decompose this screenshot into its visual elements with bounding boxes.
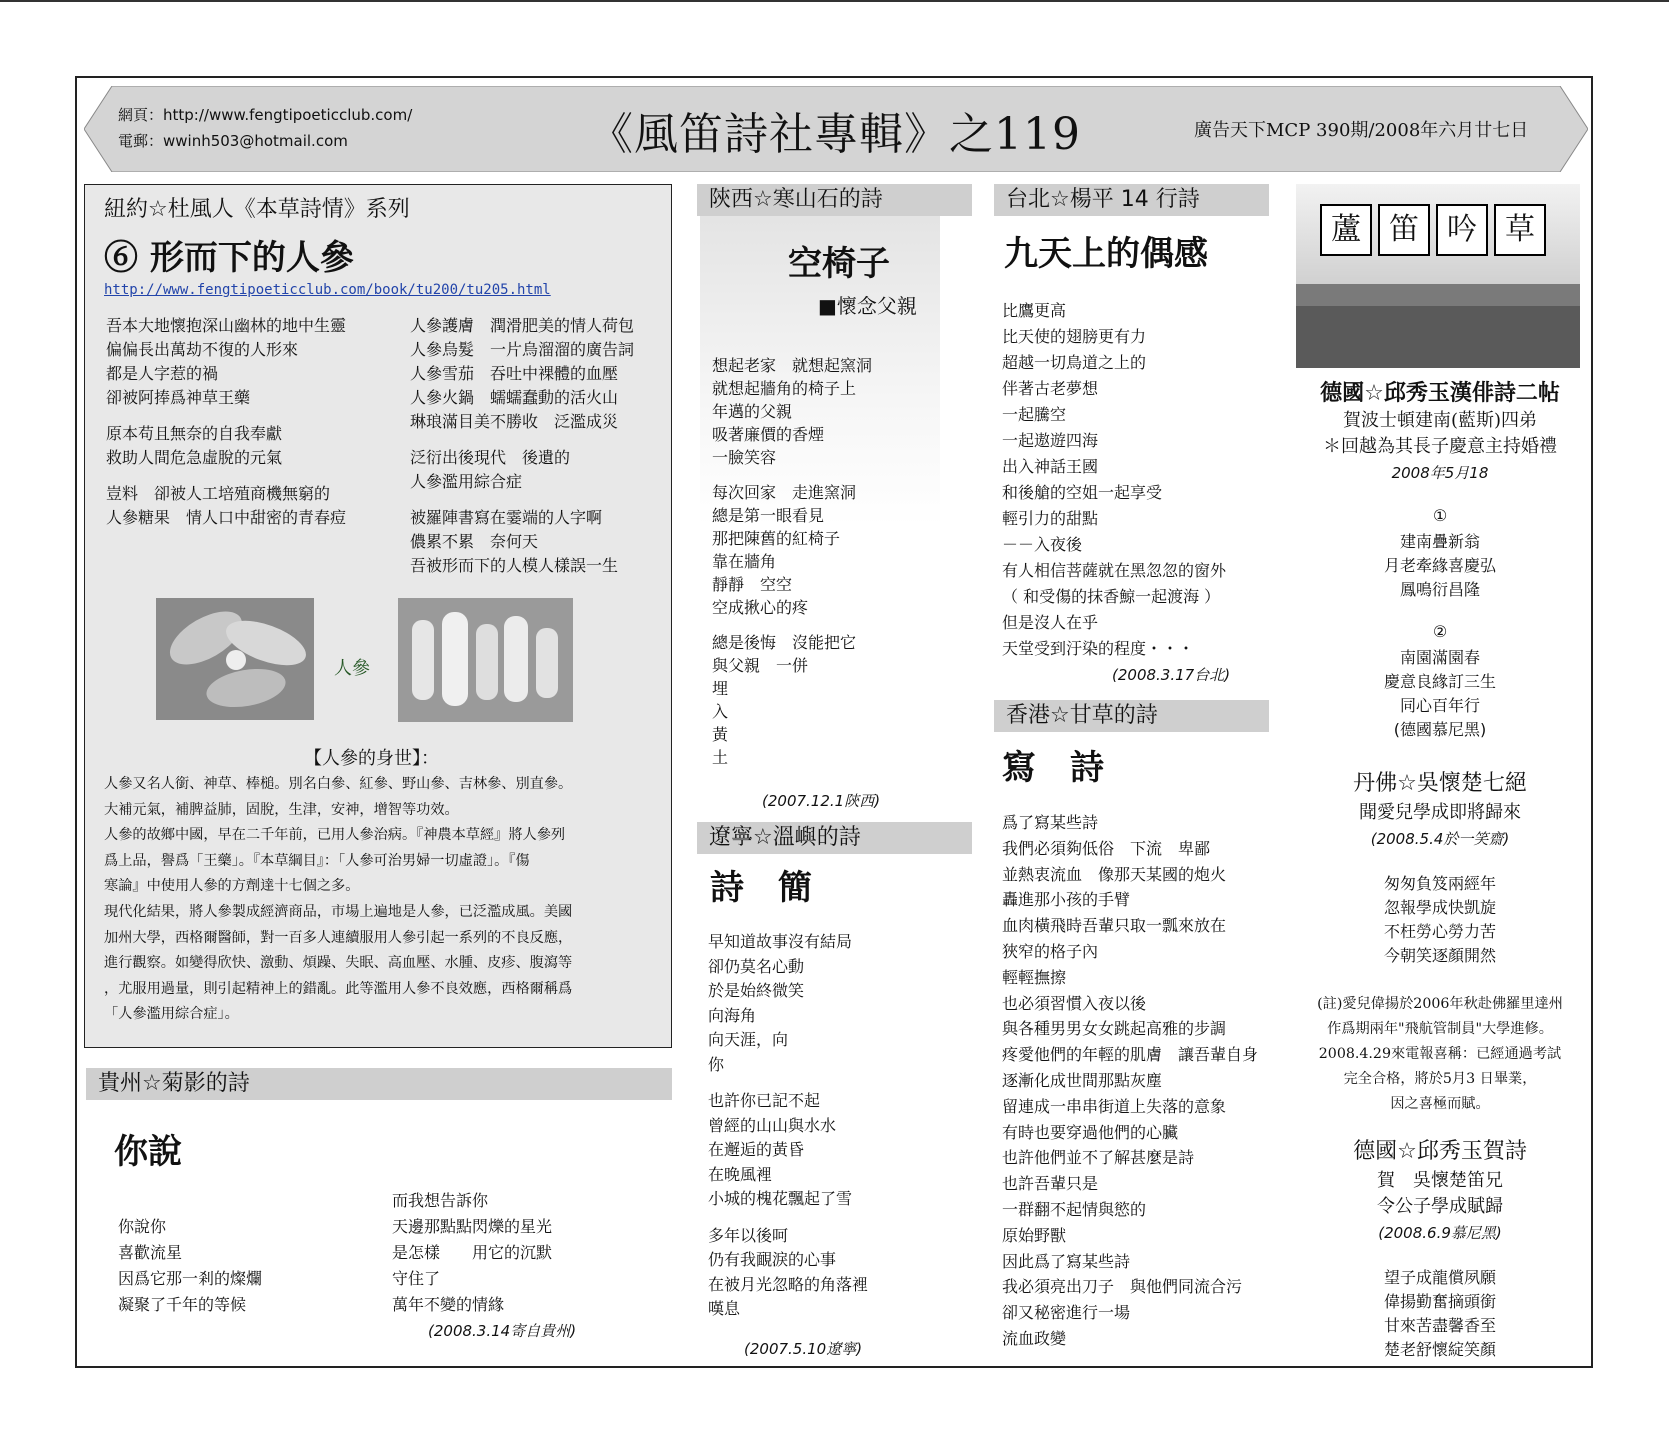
text-line: 不枉勞心勞力苦	[1383, 922, 1496, 941]
text-line	[106, 410, 346, 422]
right-poem-2	[1280, 646, 1600, 742]
text-line: 南園滿園春	[1399, 648, 1480, 667]
text-line: 進行觀察。如變得欣快、激動、煩躁、失眠、高血壓、水腫、皮疹、腹瀉等	[104, 955, 573, 972]
right-poem-3	[1280, 872, 1600, 968]
taipei-poem	[1002, 298, 1226, 662]
stamp-char-1: 蘆	[1320, 204, 1372, 256]
text-line: 現代化結果，將人參製成經濟商品，市場上遍地是人參，已泛濫成風。美國	[104, 903, 573, 920]
text-line: －－入夜後	[1002, 535, 1083, 554]
text-line: 總是第一眼看見	[712, 506, 825, 525]
text-line: 我必須亮出刀子 與他們同流合污	[1002, 1277, 1243, 1297]
right-heading-1-sub2: ＊回越為其長子慶意主持婚禮	[1323, 436, 1557, 457]
ginseng-poem-left	[106, 314, 346, 530]
header-website: 網頁：http://www.fengtipoeticclub.com/	[118, 106, 413, 124]
text-line: 楚老舒懷綻笑顏	[1383, 1340, 1496, 1359]
text-line: 在被月光忽略的角落裡	[708, 1274, 869, 1294]
text-line: 救助人間危急虛脫的元氣	[106, 448, 283, 467]
text-line: 超越一切鳥道之上的	[1002, 353, 1147, 372]
text-line: 小城的槐花飄起了雪	[708, 1189, 853, 1208]
shaanxi-poem	[712, 354, 872, 769]
text-line: 人參糖果 情人口中甜密的青春痘	[106, 508, 347, 527]
ginseng-flower-image	[156, 598, 314, 720]
text-line	[712, 469, 872, 481]
text-line: 逐漸化成世間那點灰塵	[1002, 1070, 1163, 1090]
right-heading-1-sub1: 賀波士頓建南(藍斯)四弟	[1342, 410, 1538, 431]
text-line: 比鷹更高	[1002, 301, 1067, 320]
text-line: 流血政變	[1002, 1328, 1067, 1348]
text-line: 轟進那小孩的手臂	[1002, 890, 1131, 910]
stamp-char-2: 笛	[1378, 204, 1430, 256]
taipei-section-header: 台北☆楊平 14 行詩	[994, 184, 1269, 216]
issue-info: 廣告天下MCP 390期/2008年六月廿七日	[1194, 120, 1529, 141]
text-line: 萬年不變的情緣	[392, 1295, 505, 1314]
text-line: 總是後悔 沒能把它	[712, 633, 857, 652]
text-line: （ 和受傷的抹香鯨一起渡海 ）	[1002, 587, 1221, 606]
text-line: 而我想告訴你	[392, 1191, 489, 1210]
liaoning-poem	[708, 930, 868, 1322]
text-line: 靜靜 空空	[712, 575, 793, 594]
ginseng-title: ⑥ 形而下的人參	[104, 238, 354, 278]
text-line	[712, 619, 872, 631]
text-line: 大補元氣，補脾益肺，固脫，生津，安神，增智等功效。	[104, 801, 459, 818]
text-line: 因爲它那一剎的燦爛	[118, 1269, 263, 1288]
guizhou-poem-left	[118, 1214, 262, 1318]
text-line: 人參火鍋 蠕蠕蠢動的活火山	[410, 388, 619, 407]
right-heading-3: 德國☆邱秀玉賀詩	[1353, 1139, 1527, 1164]
text-line: 原本苟且無奈的自我奉獻	[106, 424, 283, 443]
ginseng-image-label: 人參	[334, 658, 370, 679]
text-line: ，尤服用過量，則引起精神上的錯亂。此等濫用人參不良效應，西格爾稱爲	[104, 980, 573, 997]
text-line: 疼愛他們的年輕的肌膚 讓吾輩自身	[1002, 1045, 1259, 1065]
text-line: 甘來苦盡馨香至	[1383, 1316, 1496, 1335]
text-line: 留連成一串串街道上失落的意象	[1002, 1096, 1227, 1116]
text-line: 作爲期兩年"飛航管制員"大學進修。	[1327, 1021, 1553, 1037]
text-line: 2008.4.29來電報喜稱：已經通過考試	[1318, 1046, 1562, 1062]
text-line: 望子成龍償夙願	[1383, 1268, 1496, 1287]
text-line: 比天使的翅膀更有力	[1002, 327, 1147, 346]
ginseng-root-image	[398, 598, 573, 722]
text-line: 但是沒人在乎	[1002, 613, 1099, 632]
text-line: 人參濫用綜合症	[410, 472, 523, 491]
text-line: 就想起牆角的椅子上	[712, 379, 857, 398]
text-line: 你說你	[118, 1217, 167, 1236]
ginseng-series: 紐約☆杜風人《本草詩情》系列	[104, 197, 410, 222]
text-line: 忽報學成快凱旋	[1383, 898, 1496, 917]
text-line: 「人參濫用綜合症」。	[104, 1006, 239, 1023]
text-line: 向天涯，向	[708, 1030, 789, 1049]
ginseng-poem-right	[410, 314, 634, 578]
text-line: 喜歡流星	[118, 1243, 183, 1262]
text-line: 慶意良緣訂三生	[1383, 672, 1496, 691]
text-line: 被羅陣書寫在霎端的人字啊	[410, 508, 603, 527]
page-title: 《風笛詩社專輯》之119	[589, 109, 1081, 160]
text-line: 吾被形而下的人模人樣誤一生	[410, 556, 619, 575]
text-line: 都是人字惹的禍	[106, 364, 219, 383]
text-line: 嘆息	[708, 1299, 741, 1318]
text-line: 卻仍莫名心動	[708, 956, 805, 976]
text-line: 年邁的父親	[712, 402, 793, 421]
text-line: 守住了	[392, 1269, 441, 1288]
right-heading-1: 德國☆邱秀玉漢俳詩二帖	[1320, 381, 1560, 406]
shaanxi-title: 空椅子	[788, 244, 890, 284]
text-line: 凝聚了千年的等候	[118, 1295, 247, 1314]
text-line: 爲上品，譽爲「王藥」。『本草綱目』：「人參可治男婦一切虛證」。『傷	[104, 852, 530, 869]
text-line: 月老牽緣喜慶弘	[1383, 556, 1496, 575]
text-line: 人參雪茄 吞吐中裸體的血壓	[410, 364, 619, 383]
text-line: 吸著廉價的香煙	[712, 425, 825, 444]
text-line: 一起騰空	[1002, 405, 1067, 424]
text-line: 也許他們並不了解甚麼是詩	[1002, 1148, 1195, 1168]
text-line: 多年以後呵	[708, 1225, 789, 1245]
text-line	[708, 1212, 868, 1224]
text-line: 我們必須夠低俗 下流 卑鄙	[1002, 838, 1211, 858]
text-line: 也許你已記不起	[708, 1091, 821, 1110]
text-line: 偉揚勤奮摘頭銜	[1383, 1292, 1496, 1311]
shaanxi-section-header: 陝西☆寒山石的詩	[697, 184, 972, 216]
text-line: 今朝笑逐顏開然	[1383, 946, 1496, 965]
text-line: 埋	[712, 679, 729, 698]
text-line: 入	[712, 702, 729, 721]
text-line: 那把陳舊的紅椅子	[712, 529, 841, 548]
text-line: 有時也要穿過他們的心臟	[1002, 1122, 1179, 1142]
text-line: 泛衍出後現代 後遺的	[410, 448, 571, 467]
right-heading-2: 丹佛☆吳懷楚七絕	[1353, 771, 1527, 796]
taipei-title: 九天上的偶感	[1004, 234, 1208, 274]
text-line: 匆匆負笈兩經年	[1383, 874, 1496, 893]
shaanxi-subtitle: ■懷念父親	[818, 294, 917, 318]
ginseng-origin-title: 【人參的身世】：	[304, 748, 439, 769]
text-line: 偏偏長出萬劫不復的人形來	[106, 340, 299, 359]
stamp-char-4: 草	[1494, 204, 1546, 256]
text-line: 並熱衷流血 像那天某國的炮火	[1002, 864, 1227, 884]
text-line: 因此爲了寫某些詩	[1002, 1251, 1131, 1271]
text-line: 因之喜極而賦。	[1390, 1096, 1490, 1112]
hongkong-title: 寫 詩	[1002, 748, 1104, 788]
text-line: 和後艙的空姐一起享受	[1002, 483, 1163, 502]
text-line: 靠在牆角	[712, 552, 777, 571]
text-line: 爲了寫某些詩	[1002, 813, 1099, 832]
text-line	[708, 1077, 868, 1089]
right-heading-1-date: 2008年5月18	[1391, 464, 1489, 482]
text-line: 黃	[712, 725, 729, 744]
text-line: 鳳鳴衍昌隆	[1399, 580, 1480, 599]
text-line: 與父親 一併	[712, 656, 809, 675]
text-line: 向海角	[708, 1005, 757, 1025]
hongkong-section-header: 香港☆甘草的詩	[994, 700, 1269, 732]
text-line: 於是始終微笑	[708, 981, 805, 1000]
guizhou-note: (2008.3.14寄自貴州)	[428, 1322, 577, 1340]
liaoning-section-header: 遼寧☆溫嶼的詩	[697, 822, 972, 854]
text-line: 吾本大地懷抱深山幽林的地中生靈	[106, 316, 347, 335]
right-poem-4	[1280, 1266, 1600, 1362]
text-line: 卻又秘密進行一場	[1002, 1303, 1131, 1323]
right-heading-2-date: (2008.5.4於一笑齋)	[1370, 830, 1510, 848]
text-line: (註)愛兒偉揚於2006年秋赴佛羅里達州	[1317, 996, 1563, 1012]
text-line: 也許吾輩只是	[1002, 1174, 1099, 1194]
poem-1-number: ①	[1432, 506, 1448, 525]
text-line: 狹窄的格子內	[1002, 941, 1099, 961]
text-line: 在晚風裡	[708, 1164, 773, 1184]
text-line: 天堂受到汙染的程度・・・	[1002, 639, 1195, 658]
text-line	[106, 470, 346, 482]
text-line: 同心百年行	[1399, 696, 1480, 715]
text-line: 一群翻不起情與慾的	[1002, 1199, 1147, 1219]
text-line: 一起遨遊四海	[1002, 431, 1099, 450]
text-line	[410, 494, 634, 506]
text-line: 輕輕撫擦	[1002, 967, 1067, 987]
text-line: 也必須習慣入夜以後	[1002, 993, 1147, 1013]
text-line: 空成揪心的疼	[712, 598, 809, 617]
text-line: 寒論』中使用人參的方劑達十七個之多。	[104, 878, 360, 895]
hongkong-poem	[1002, 810, 1258, 1352]
text-line: 出入神話王國	[1002, 457, 1099, 476]
text-line: 建南疊新翁	[1399, 532, 1480, 551]
liaoning-note: (2007.5.10遼寧)	[744, 1340, 863, 1358]
text-line: 想起老家 就想起窯洞	[712, 356, 873, 375]
text-line: 人參烏髮 一片烏溜溜的廣告詞	[410, 340, 635, 359]
text-line: 土	[712, 748, 729, 767]
text-line: 豈料 卻被人工培殖商機無窮的	[106, 484, 331, 503]
right-heading-3-date: (2008.6.9慕尼黑)	[1378, 1224, 1502, 1242]
text-line: 與各種男男女女跳起高雅的步調	[1002, 1019, 1227, 1039]
right-heading-3-sub2: 令公子學成賦歸	[1377, 1196, 1503, 1217]
taipei-note: (2008.3.17台北)	[1112, 666, 1231, 684]
header-email: 電郵：wwinh503@hotmail.com	[118, 132, 348, 150]
text-line: 每次回家 走進窯洞	[712, 483, 857, 502]
text-line: 琳琅滿目美不勝收 泛濫成災	[410, 412, 619, 431]
text-line: (德國慕尼黑)	[1393, 720, 1487, 739]
right-notes	[1272, 992, 1608, 1117]
ginseng-origin-text	[104, 772, 572, 1028]
text-line	[410, 434, 634, 446]
right-poem-1	[1280, 530, 1600, 602]
text-line: 有人相信菩薩就在黑忽忽的窗外	[1002, 561, 1227, 580]
text-line: 一臉笑容	[712, 448, 777, 467]
right-heading-2-sub: 聞愛兒學成即將歸來	[1359, 802, 1521, 823]
header-banner	[84, 86, 1588, 172]
text-line: 早知道故事沒有結局	[708, 932, 853, 951]
guizhou-poem-right	[392, 1188, 552, 1318]
text-line: 仍有我靦淚的心事	[708, 1250, 837, 1269]
text-line: 血肉橫飛時吾輩只取一瓢來放在	[1002, 916, 1227, 936]
text-line: 你	[708, 1054, 725, 1074]
text-line: 人參的故鄉中國，早在二千年前，已用人參治病。『神農本草經』將人參列	[104, 827, 566, 844]
text-line: 天邊那點點閃爍的星光	[392, 1217, 553, 1236]
text-line: 輕引力的甜點	[1002, 509, 1099, 528]
text-line: 伴著古老夢想	[1002, 379, 1099, 398]
poem-2-number: ②	[1432, 622, 1448, 641]
text-line: 在邂逅的黃昏	[708, 1140, 805, 1159]
shaanxi-note: (2007.12.1陝西)	[762, 792, 881, 810]
top-rule	[0, 0, 1669, 2]
text-line: 是怎樣 用它的沉默	[392, 1243, 553, 1262]
stamp-char-3: 吟	[1436, 204, 1488, 256]
text-line: 人參護膚 潤滑肥美的情人荷包	[410, 316, 635, 335]
text-line: 加州大學，西格爾醫師，對一百多人連續服用人參引起一系列的不良反應，	[104, 929, 573, 946]
text-line: 人參又名人銜、神草、棒槌。別名白參、紅參、野山參、吉林參、別直參。	[104, 776, 573, 792]
guizhou-title: 你說	[114, 1132, 182, 1172]
text-line: 完全合格，將於5月3 日畢業，	[1343, 1071, 1537, 1087]
text-line: 曾經的山山與水水	[708, 1115, 837, 1135]
ginseng-link[interactable]: http://www.fengtipoeticclub.com/book/tu200/tu205.html	[104, 282, 551, 298]
right-heading-3-sub1: 賀 吳懷楚笛兄	[1377, 1170, 1503, 1191]
text-line: 原始野獸	[1002, 1225, 1067, 1245]
text-line: 卻被阿捧爲神草王藥	[106, 388, 251, 407]
liaoning-title: 詩 簡	[710, 868, 812, 908]
text-line: 儂累不累 奈何天	[410, 532, 539, 551]
guizhou-section-header: 貴州☆菊影的詩	[86, 1068, 672, 1100]
